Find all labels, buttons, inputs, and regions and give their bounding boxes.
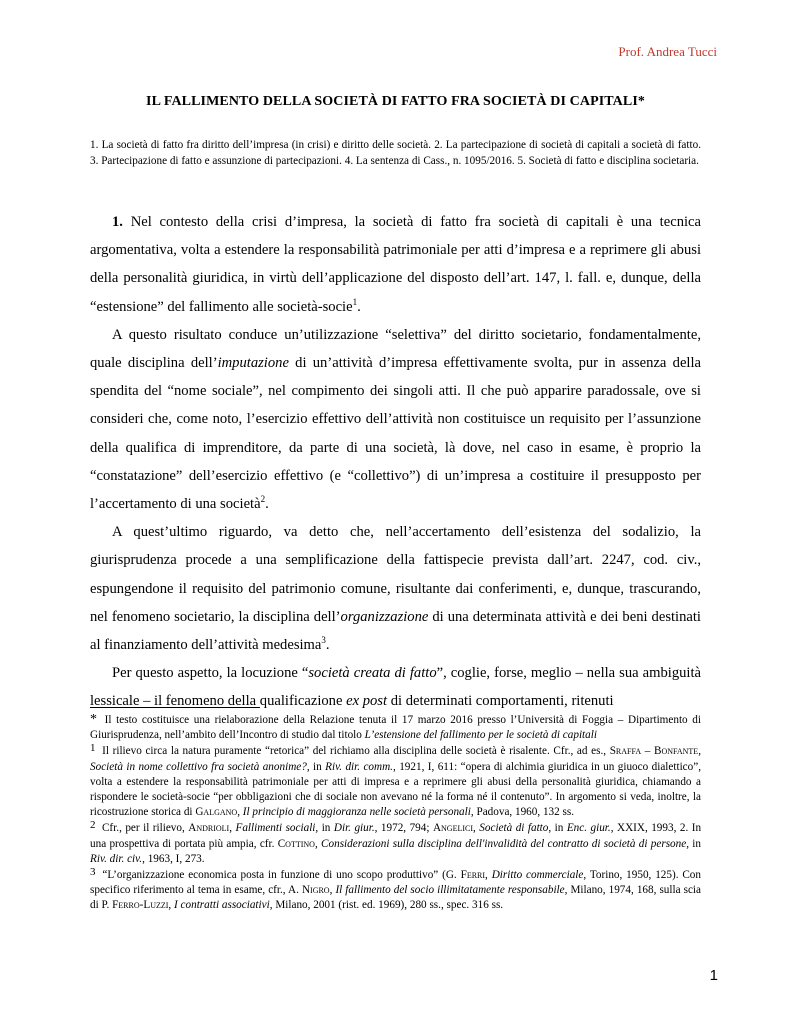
author-name: Nigro xyxy=(301,884,330,897)
author-name: Galgano xyxy=(195,806,238,819)
author-name: Angelici xyxy=(432,822,474,835)
document-title: IL FALLIMENTO DELLA SOCIETÀ DI FATTO FRA SOCIETÀ DI CAPITALI* xyxy=(146,94,645,109)
italic-title: Società di fatto xyxy=(479,822,549,835)
author-header: Prof. Andrea Tucci xyxy=(618,44,717,59)
footnote-text: , xyxy=(229,822,236,835)
footnote-star xyxy=(90,712,701,743)
italic-title: Riv. dir. comm. xyxy=(325,760,393,773)
footnote-text: Cfr., per il rilievo, xyxy=(98,822,189,835)
footnote-text: , 1972, 794; xyxy=(374,822,433,835)
footnote-1 xyxy=(90,744,701,820)
footnote-text: , 1963, I, 273. xyxy=(142,852,205,865)
paragraph-text: Per questo aspetto, la locuzione “ xyxy=(112,665,309,682)
footnote-text: , Padova, 1960, 132 ss. xyxy=(470,806,575,819)
paragraph-text: A quest’ultimo riguardo, va detto che, nell’accertamento dell’esistenza del sodalizio, la giurisprudenza procede a una semplificazione della fattispecie prevista dall’art. 2247, cod. civ., espungendone il requisito del patrimonio comune, risultante dai conferimenti, e, dunque, trascurando, nel fenomeno societario, la disciplina dell’ xyxy=(90,524,701,625)
footnote-text: “L’organizzazione economica posta in funzione di uno scopo produttivo” (G. xyxy=(98,869,461,882)
paragraph-2 xyxy=(90,321,701,518)
footnotes xyxy=(90,712,701,915)
italic-term: organizzazione xyxy=(340,608,429,625)
footnote-ref-3[interactable]: 3 xyxy=(321,635,326,646)
paragraph-end: . xyxy=(357,298,361,315)
footnote-ref-1[interactable]: 1 xyxy=(352,296,358,307)
page-number: 1 xyxy=(709,967,718,984)
italic-title: Il principio di maggioranza nelle società personali xyxy=(242,806,471,819)
footnote-text: , in xyxy=(686,837,702,850)
footnote-text: , in xyxy=(315,822,334,835)
author-name: Sraffa – Bonfante xyxy=(609,745,699,758)
italic-term: ex post xyxy=(346,693,388,710)
summary-index: 1. La società di fatto fra diritto dell’impresa (in crisi) e diritto delle società. 2. La partecipazione di società di capitali a società di fatto. 3. Partecipazione di fatto e assunzione di partecipazioni. 4. La sentenza di Cass., n. 1095/2016. 5. Società di fatto e disciplina societaria. xyxy=(90,139,701,167)
paragraph-text: ”, coglie, forse, meglio – nella sua ambiguità lessicale – il fenomeno della qualificazione xyxy=(90,665,702,710)
footnote-text: Il testo costituisce una rielaborazione della Relazione tenuta il 17 marzo 2016 presso l’Università di Foggia – Dipartimento di Giurisprudenza, nell’ambito dell’Incontro di studio dal titolo xyxy=(90,714,701,742)
italic-title: Il fallimento del socio illimitatamente responsabile xyxy=(335,884,565,897)
paragraph-1 xyxy=(90,206,701,321)
paragraph-text: Nel contesto della crisi d’impresa, la società di fatto fra società di capitali è una tecnica argomentativa, volta a estendere la responsabilità patrimoniale per atti d’impresa e a reprimere gli abusi della personalità giuridica, in virtù dell’applicazione del disposto dell’art. 147, l. fall. e, dunque, della “estensione” del fallimento alle società-socie xyxy=(90,214,701,315)
footnote-text: , XXIX, 1993, 2. In una prospettiva di portata più ampia, cfr. xyxy=(90,822,702,850)
italic-title: L’estensione del fallimento per le società di capitali xyxy=(364,729,597,742)
italic-title: Diritto commerciale xyxy=(491,869,584,882)
footnote-text: , xyxy=(329,884,336,897)
footnote-mark: 2 xyxy=(90,819,96,832)
footnote-divider xyxy=(90,707,260,708)
footnote-mark: * xyxy=(90,712,97,727)
footnote-text: , Milano, 1974, 168, sulla scia di P. xyxy=(90,884,702,912)
author-name: Andrioli xyxy=(188,822,230,835)
italic-title: Società in nome collettivo fra società anonime? xyxy=(90,760,307,773)
italic-title: Dir. giur. xyxy=(333,822,375,835)
footnote-text: , in xyxy=(548,822,567,835)
paragraph-3 xyxy=(90,518,701,659)
footnote-text: , in xyxy=(306,760,326,773)
italic-title: Enc. giur. xyxy=(566,822,611,835)
footnote-mark: 3 xyxy=(90,866,96,879)
footnote-text: Il rilievo circa la natura puramente “retorica” del richiamo alla disciplina delle società è risalente. Cfr., ad es., xyxy=(98,745,610,758)
paragraph-end: . xyxy=(265,496,269,513)
footnote-text: , Milano, 2001 (rist. ed. 1969), 280 ss., spec. 316 ss. xyxy=(269,899,504,912)
paragraph-text: di una determinata attività e dei beni destinati al finanziamento dell’attività medesima xyxy=(90,608,701,654)
section-number: 1. xyxy=(112,214,123,230)
footnote-mark: 1 xyxy=(90,742,96,755)
paragraph-text: A questo risultato conduce un’utilizzazione “selettiva” del diritto societario, fondamentalmente, quale disciplina dell’ xyxy=(90,326,701,372)
italic-title: I contratti associativi xyxy=(174,899,270,912)
footnote-2 xyxy=(90,821,701,867)
paragraph-text: di determinati comportamenti, ritenuti xyxy=(387,693,614,710)
footnote-text: , 1921, I, 611: “opera di alchimia giuridica in un giuoco dialettico”, volta a estendere la responsabilità patrimoniale per atti di impresa e a reprimere gli abusi della personalità giuridica, chiamando a rispondere le società-socie “per obbligazioni che di sociale non avevano né la forma né il contenuto”. In argomento si veda, inoltre, la ricostruzione storica di xyxy=(90,760,702,819)
author-name: Cottino xyxy=(277,837,315,850)
paragraph-text: di un’attività d’impresa effettivamente svolta, pur in assenza della spendita del “nome sociale”, nel compimento dei singoli atti. Il che può apparire paradossale, ove si consideri che, come noto, l’esercizio effettivo dell’attività non costituisce un requisito per l’assunzione della qualifica di imprenditore, da parte di una società, là dove, nel caso in esame, è proprio la “constatazione” dell’esercizio effettivo (e “collettivo”) di un’impresa a costituire il presupposto per l’accertamento di una società xyxy=(90,355,702,513)
author-name: Ferri xyxy=(460,869,486,882)
footnote-text: , xyxy=(485,869,492,882)
italic-title: Riv. dir. civ. xyxy=(90,852,143,865)
footnote-ref-2[interactable]: 2 xyxy=(260,494,266,505)
footnote-text: , xyxy=(473,822,480,835)
author-name: Ferro-Luzzi xyxy=(112,899,169,912)
footnote-text: , xyxy=(314,837,322,850)
italic-title: Considerazioni sulla disciplina dell'invalidità del contratto di società di persone xyxy=(321,837,687,850)
footnote-text: , xyxy=(237,806,243,819)
footnote-text: , xyxy=(698,745,701,758)
paragraph-end: . xyxy=(325,637,330,654)
italic-term: imputazione xyxy=(217,355,289,372)
main-text xyxy=(90,206,701,716)
italic-term: società creata di fatto xyxy=(308,665,437,682)
footnote-3 xyxy=(90,868,701,914)
footnote-text: , xyxy=(168,899,175,912)
footnote-text: , Torino, 1950, 125). Con specifico riferimento al tema in esame, cfr., A. xyxy=(90,869,701,897)
italic-title: Fallimenti sociali xyxy=(235,822,316,835)
